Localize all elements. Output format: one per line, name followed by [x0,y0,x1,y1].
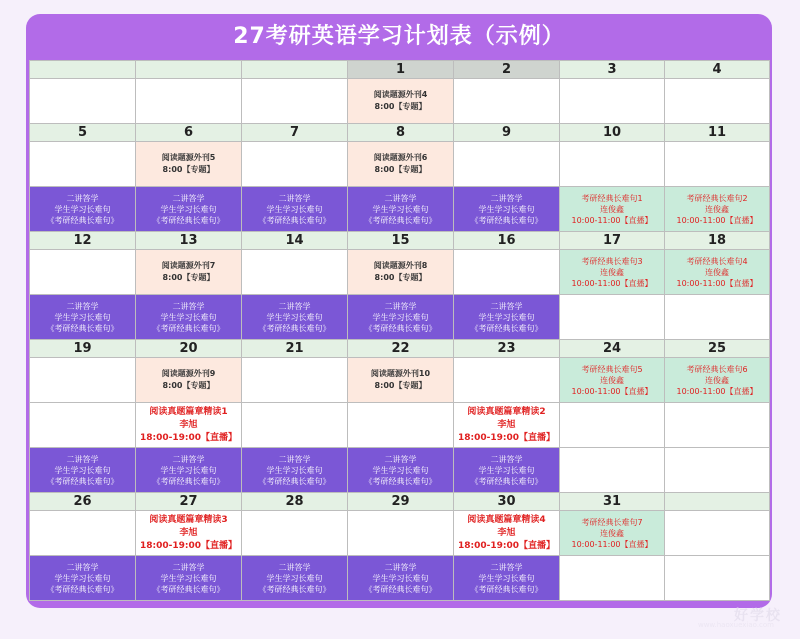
event-row [30,358,770,403]
empty-cell [242,79,348,124]
date-cell: 23 [454,340,560,358]
intensive-reading-text: 阅读真题篇章精读2 李旭 18:00-19:00【直播】 [457,406,556,443]
sentence-study-cell[interactable] [136,448,242,493]
date-cell: 10 [560,124,665,142]
intensive-reading-cell[interactable] [454,511,560,556]
empty-cell [348,511,454,556]
empty-cell [136,79,242,124]
sentence-study-text: 二讲答学 学生学习长难句 《考研经典长难句》 [470,562,543,594]
date-cell: 4 [665,61,770,79]
date-cell: 2 [454,61,560,79]
sentence-study-text: 二讲答学 学生学习长难句 《考研经典长难句》 [46,193,119,225]
date-cell: 3 [560,61,665,79]
date-cell: 1 [348,61,454,79]
empty-cell [30,142,136,187]
date-row [30,124,770,142]
sentence-live-cell[interactable] [560,358,665,403]
date-cell [242,61,348,79]
empty-cell [242,142,348,187]
empty-cell [665,403,770,448]
reading-session-text: 阅读题源外刊6 8:00【专题】 [373,153,428,174]
watermark-url: www.haoxuexiao.com [697,621,774,629]
sentence-study-cell[interactable] [348,295,454,340]
empty-cell [665,556,770,601]
sentence-study-cell[interactable] [30,448,136,493]
date-row [30,493,770,511]
date-cell: 24 [560,340,665,358]
date-row [30,340,770,358]
empty-cell [30,79,136,124]
sentence-study-cell[interactable] [454,556,560,601]
date-cell: 14 [242,232,348,250]
empty-cell [242,511,348,556]
date-cell: 7 [242,124,348,142]
sentence-study-cell[interactable] [348,187,454,232]
empty-cell [30,358,136,403]
sentence-study-text: 二讲答学 学生学习长难句 《考研经典长难句》 [46,562,119,594]
intensive-reading-text: 阅读真题篇章精读4 李旭 18:00-19:00【直播】 [457,514,556,551]
date-cell: 13 [136,232,242,250]
sentence-live-cell[interactable] [665,187,770,232]
intensive-reading-text: 阅读真题篇章精读1 李旭 18:00-19:00【直播】 [139,406,238,443]
reading-session-cell[interactable] [136,358,242,403]
sentence-live-text: 考研经典长难句3 连俊鑫 10:00-11:00【直播】 [571,256,653,288]
empty-cell [665,448,770,493]
sentence-study-text: 二讲答学 学生学习长难句 《考研经典长难句》 [364,562,437,594]
date-cell: 6 [136,124,242,142]
intensive-reading-cell[interactable] [136,403,242,448]
empty-cell [560,79,665,124]
empty-cell [560,403,665,448]
date-cell: 29 [348,493,454,511]
empty-cell [454,358,560,403]
date-cell: 31 [560,493,665,511]
sentence-study-cell[interactable] [242,556,348,601]
intensive-reading-cell[interactable] [136,511,242,556]
sentence-study-cell[interactable] [454,295,560,340]
empty-cell [454,250,560,295]
date-cell: 12 [30,232,136,250]
empty-cell [560,448,665,493]
reading-session-cell[interactable] [348,250,454,295]
reading-session-text: 阅读题源外刊7 8:00【专题】 [161,261,216,282]
date-cell: 27 [136,493,242,511]
reading-session-text: 阅读题源外刊4 8:00【专题】 [373,90,428,111]
sentence-live-text: 考研经典长难句4 连俊鑫 10:00-11:00【直播】 [676,256,758,288]
sentence-study-text: 二讲答学 学生学习长难句 《考研经典长难句》 [152,454,225,486]
sentence-study-text: 二讲答学 学生学习长难句 《考研经典长难句》 [364,454,437,486]
reading-session-cell[interactable] [136,250,242,295]
date-cell: 20 [136,340,242,358]
sentence-live-text: 考研经典长难句6 连俊鑫 10:00-11:00【直播】 [676,364,758,396]
sentence-live-cell[interactable] [665,358,770,403]
date-cell: 16 [454,232,560,250]
sentence-live-cell[interactable] [560,511,665,556]
empty-cell [665,142,770,187]
sentence-study-text: 二讲答学 学生学习长难句 《考研经典长难句》 [152,193,225,225]
sentence-study-cell[interactable] [136,556,242,601]
sentence-live-text: 考研经典长难句7 连俊鑫 10:00-11:00【直播】 [571,517,653,549]
date-cell: 9 [454,124,560,142]
empty-cell [560,556,665,601]
empty-cell [454,79,560,124]
watermark-text: 好学校 [734,608,782,624]
empty-cell [242,403,348,448]
event-row [30,448,770,493]
reading-session-cell[interactable] [136,142,242,187]
empty-cell [30,511,136,556]
date-cell: 22 [348,340,454,358]
reading-session-text: 阅读题源外刊10 8:00【专题】 [370,369,431,390]
sentence-study-cell[interactable] [348,556,454,601]
reading-session-cell[interactable] [348,358,454,403]
empty-cell [30,250,136,295]
sentence-study-cell[interactable] [454,448,560,493]
empty-cell [560,295,665,340]
empty-cell [242,250,348,295]
sentence-study-cell[interactable] [454,187,560,232]
date-cell: 5 [30,124,136,142]
sentence-study-text: 二讲答学 学生学习长难句 《考研经典长难句》 [152,562,225,594]
empty-cell [454,142,560,187]
sentence-study-cell[interactable] [242,448,348,493]
sentence-study-cell[interactable] [136,187,242,232]
empty-cell [30,403,136,448]
reading-session-text: 阅读题源外刊9 8:00【专题】 [161,369,216,390]
reading-session-text: 阅读题源外刊5 8:00【专题】 [161,153,216,174]
date-cell: 18 [665,232,770,250]
sentence-live-text: 考研经典长难句2 连俊鑫 10:00-11:00【直播】 [676,193,758,225]
sentence-study-text: 二讲答学 学生学习长难句 《考研经典长难句》 [46,454,119,486]
sentence-live-cell[interactable] [560,187,665,232]
event-row [30,403,770,448]
intensive-reading-text: 阅读真题篇章精读3 李旭 18:00-19:00【直播】 [139,514,238,551]
sentence-study-text: 二讲答学 学生学习长难句 《考研经典长难句》 [258,454,331,486]
sentence-study-text: 二讲答学 学生学习长难句 《考研经典长难句》 [258,301,331,333]
schedule-frame [26,14,772,608]
sentence-live-cell[interactable] [560,250,665,295]
event-row [30,556,770,601]
sentence-live-text: 考研经典长难句1 连俊鑫 10:00-11:00【直播】 [571,193,653,225]
empty-cell [242,358,348,403]
sentence-live-cell[interactable] [665,250,770,295]
sentence-study-cell[interactable] [30,295,136,340]
date-cell: 28 [242,493,348,511]
event-row [30,295,770,340]
watermark-logo [672,605,792,631]
sentence-study-text: 二讲答学 学生学习长难句 《考研经典长难句》 [46,301,119,333]
sentence-study-cell[interactable] [242,295,348,340]
date-cell: 25 [665,340,770,358]
sentence-study-cell[interactable] [30,556,136,601]
event-row [30,79,770,124]
date-cell [136,61,242,79]
date-row [30,232,770,250]
sentence-study-text: 二讲答学 学生学习长难句 《考研经典长难句》 [258,193,331,225]
event-row [30,250,770,295]
date-row [30,61,770,79]
sentence-study-text: 二讲答学 学生学习长难句 《考研经典长难句》 [364,301,437,333]
sentence-study-text: 二讲答学 学生学习长难句 《考研经典长难句》 [470,193,543,225]
date-cell: 8 [348,124,454,142]
calendar-body [30,61,770,601]
sentence-study-cell[interactable] [30,187,136,232]
sentence-study-text: 二讲答学 学生学习长难句 《考研经典长难句》 [470,301,543,333]
date-cell: 30 [454,493,560,511]
sentence-study-text: 二讲答学 学生学习长难句 《考研经典长难句》 [258,562,331,594]
empty-cell [665,295,770,340]
sentence-study-cell[interactable] [348,448,454,493]
date-cell [30,61,136,79]
reading-session-text: 阅读题源外刊8 8:00【专题】 [373,261,428,282]
sentence-study-cell[interactable] [136,295,242,340]
date-cell: 17 [560,232,665,250]
date-cell: 19 [30,340,136,358]
empty-cell [560,142,665,187]
empty-cell [348,403,454,448]
reading-session-cell[interactable] [348,79,454,124]
reading-session-cell[interactable] [348,142,454,187]
calendar-table [29,60,770,601]
date-cell: 11 [665,124,770,142]
sentence-live-text: 考研经典长难句5 连俊鑫 10:00-11:00【直播】 [571,364,653,396]
empty-cell [665,511,770,556]
date-cell [665,493,770,511]
event-row [30,142,770,187]
sentence-study-text: 二讲答学 学生学习长难句 《考研经典长难句》 [364,193,437,225]
event-row [30,187,770,232]
sentence-study-cell[interactable] [242,187,348,232]
sentence-study-text: 二讲答学 学生学习长难句 《考研经典长难句》 [152,301,225,333]
date-cell: 26 [30,493,136,511]
event-row [30,511,770,556]
empty-cell [665,79,770,124]
page-title: 27考研英语学习计划表（示例） [233,24,565,49]
date-cell: 15 [348,232,454,250]
intensive-reading-cell[interactable] [454,403,560,448]
date-cell: 21 [242,340,348,358]
sentence-study-text: 二讲答学 学生学习长难句 《考研经典长难句》 [470,454,543,486]
